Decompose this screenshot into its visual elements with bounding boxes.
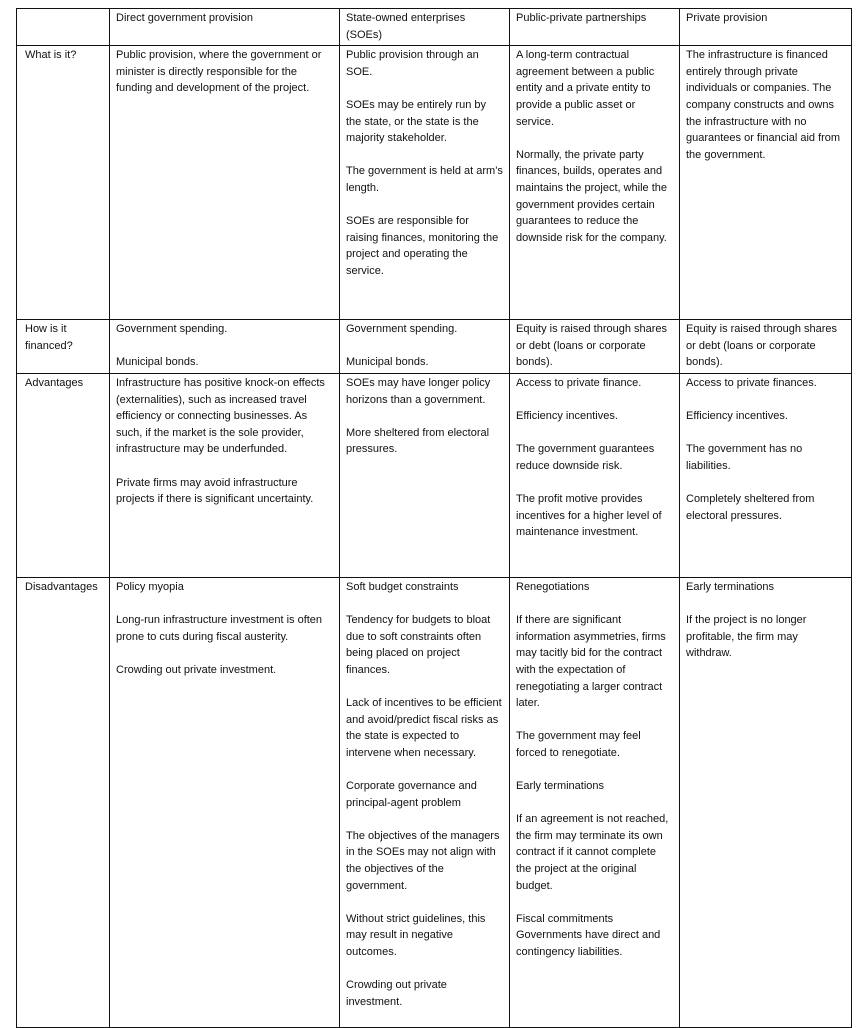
table-row-how-financed	[17, 320, 852, 374]
cell-paragraph: The government is held at arm’s length.	[346, 165, 503, 194]
cell-paragraph: Infrastructure has positive knock-on effects (externalities), such as increased travel efficiency or connecting businesses. As such, if the market is the sole provider, infrastructure may be underfunded.	[116, 376, 325, 456]
cell-paragraph: The government has no liabilities.	[686, 443, 803, 472]
header-cell-private: Private provision	[680, 9, 852, 46]
cell-paragraph: If there are significant information asymmetries, firms may tacitly bid for the contract with the expectation of renegotiating a larger contract later.	[516, 614, 666, 710]
cell-paragraph: Fiscal commitments Governments have direct and contingency liabilities.	[516, 912, 661, 959]
table-cell	[340, 373, 510, 577]
cell-paragraph: Crowding out private investment.	[116, 663, 277, 676]
table-header-row	[17, 9, 852, 46]
cell-paragraph: Without strict guidelines, this may result in negative outcomes.	[346, 912, 486, 959]
cell-paragraph: Tendency for budgets to bloat due to soft constraints often being placed on project finances.	[346, 614, 491, 676]
cell-paragraph: SOEs may be entirely run by the state, or the state is the majority stakeholder.	[346, 98, 487, 145]
cell-paragraph: Efficiency incentives.	[686, 410, 788, 423]
cell-paragraph: SOEs are responsible for raising finances, monitoring the project and operating the service.	[346, 215, 499, 277]
header-cell-empty	[17, 9, 110, 46]
cell-paragraph: SOEs may have longer policy horizons than a government.	[346, 376, 491, 406]
cell-paragraph: Equity is raised through shares or debt (loans or corporate bonds).	[516, 323, 668, 369]
cell-paragraph: A long-term contractual agreement between a public entity and a private entity to provide a public asset or service.	[516, 49, 655, 128]
cell-paragraph: Public provision through an SOE.	[346, 49, 479, 78]
table-cell	[340, 46, 510, 320]
cell-paragraph: Efficiency incentives.	[516, 410, 618, 423]
cell-paragraph: Access to private finances.	[686, 376, 817, 389]
header-cell-soes: State-owned enterprises (SOEs)	[340, 9, 510, 46]
cell-paragraph: Lack of incentives to be efficient and avoid/predict fiscal risks as the state is expected to intervene when necessary.	[346, 697, 502, 759]
cell-paragraph: The government may feel forced to renegotiate.	[516, 730, 641, 759]
table-cell	[510, 373, 680, 577]
cell-paragraph: Normally, the private party finances, builds, operates and maintains the project, while the government provides certain guarantees to reduce the downside risk for the company.	[516, 148, 668, 244]
header-cell-ppp: Public-private partnerships	[510, 9, 680, 46]
table-row-advantages	[17, 373, 852, 577]
cell-paragraph: Public provision, where the government or minister is directly responsible for the funding and development of the project.	[116, 49, 322, 95]
table-cell	[110, 46, 340, 320]
table-cell	[110, 373, 340, 577]
cell-paragraph: Government spending.	[346, 323, 458, 336]
cell-paragraph: The objectives of the managers in the SOEs may not align with the objectives of the government.	[346, 829, 500, 892]
cell-paragraph: Government spending.	[116, 323, 228, 336]
cell-paragraph: Early terminations	[516, 780, 605, 793]
table-row-disadvantages	[17, 577, 852, 1027]
comparison-table-wrapper	[16, 8, 852, 1028]
cell-paragraph: Access to private finance.	[516, 376, 642, 389]
cell-paragraph: Early terminations	[686, 580, 775, 593]
header-cell-direct-government: Direct government provision	[110, 9, 340, 46]
cell-paragraph: Completely sheltered from electoral pressures.	[686, 493, 815, 522]
cell-paragraph: Private firms may avoid infrastructure projects if there is significant uncertainty.	[116, 476, 314, 506]
cell-paragraph: Policy myopia	[116, 580, 184, 593]
table-cell	[110, 320, 340, 374]
table-cell	[680, 577, 852, 1027]
row-label: How is it financed?	[17, 320, 110, 374]
cell-paragraph: The infrastructure is financed entirely through private individuals or companies. The company constructs and owns the infrastructure with no guarantees or financial aid from the government.	[686, 49, 841, 161]
table-cell	[340, 320, 510, 374]
cell-paragraph: Long-run infrastructure investment is often prone to cuts during fiscal austerity.	[116, 614, 323, 643]
cell-paragraph: If an agreement is not reached, the firm may terminate its own contract if it cannot complete the project at the original budget.	[516, 813, 669, 892]
cell-paragraph: Municipal bonds.	[346, 356, 429, 369]
table-cell	[680, 373, 852, 577]
table-row-what-is-it	[17, 46, 852, 320]
cell-paragraph: Municipal bonds.	[116, 356, 199, 369]
table-cell	[680, 320, 852, 374]
cell-paragraph: Crowding out private investment.	[346, 979, 447, 1008]
table-cell	[340, 577, 510, 1027]
cell-paragraph: If the project is no longer profitable, the firm may withdraw.	[686, 614, 807, 660]
row-label: Disadvantages	[17, 577, 110, 1027]
cell-paragraph: Corporate governance and principal-agent problem	[346, 780, 477, 809]
row-label: What is it?	[17, 46, 110, 320]
cell-paragraph: The government guarantees reduce downside risk.	[516, 443, 655, 472]
table-cell	[510, 577, 680, 1027]
row-label: Advantages	[17, 373, 110, 577]
cell-paragraph: Equity is raised through shares or debt (loans or corporate bonds).	[686, 323, 838, 369]
table-cell	[510, 320, 680, 374]
cell-paragraph: The profit motive provides incentives for a higher level of maintenance investment.	[516, 493, 662, 539]
table-cell	[110, 577, 340, 1027]
infrastructure-provision-table	[16, 8, 852, 1028]
cell-paragraph: Renegotiations	[516, 580, 590, 593]
table-cell	[510, 46, 680, 320]
table-cell	[680, 46, 852, 320]
cell-paragraph: More sheltered from electoral pressures.	[346, 426, 490, 456]
cell-paragraph: Soft budget constraints	[346, 580, 459, 593]
